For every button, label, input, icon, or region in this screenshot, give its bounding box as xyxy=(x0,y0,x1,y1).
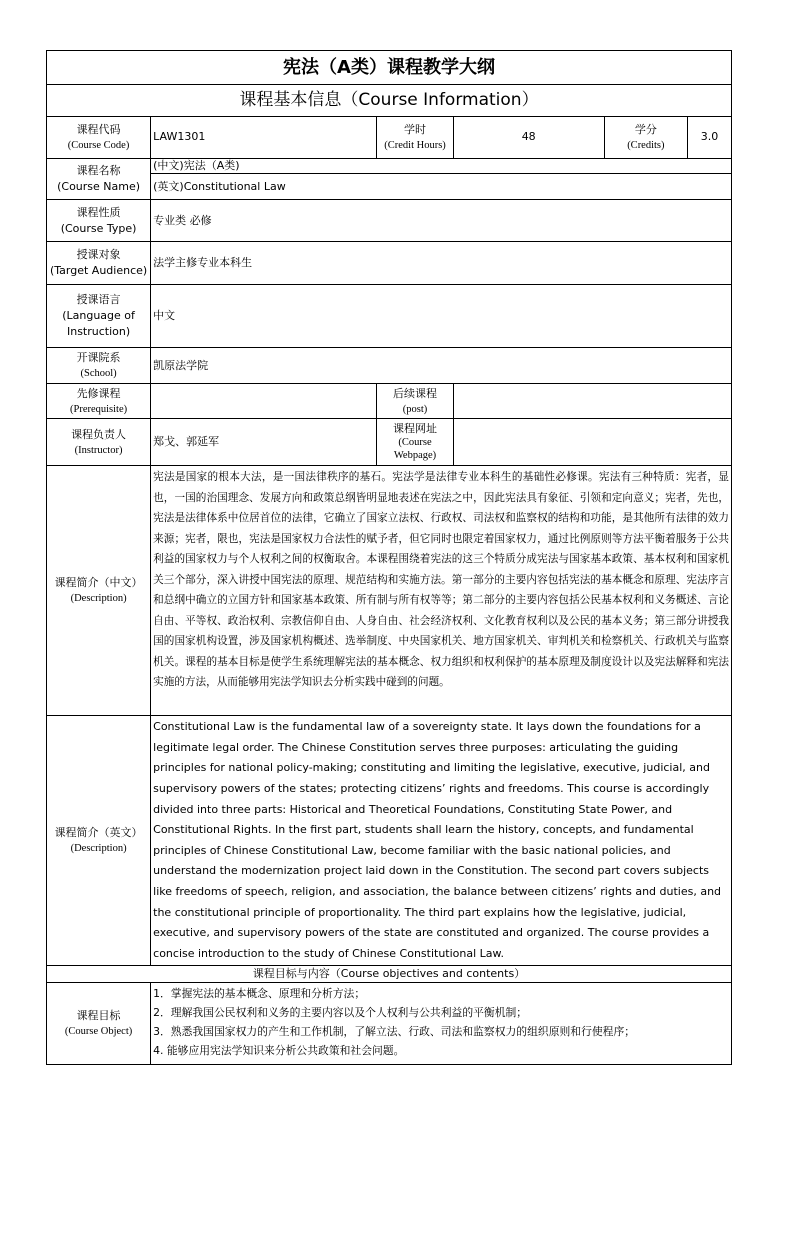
credits-label xyxy=(604,117,687,159)
course-name-label-en: (Course Name) xyxy=(57,180,141,194)
course-object-list xyxy=(151,983,732,1065)
target-audience-label-cn: 授课对象 xyxy=(76,248,121,262)
description-cn-label-en: (Description) xyxy=(70,593,127,605)
page-title: 宪法（A类）课程教学大纲 xyxy=(47,51,732,85)
course-code-label-en: (Course Code) xyxy=(67,139,130,151)
course-object-label-en: (Course Object) xyxy=(64,1026,133,1038)
description-en-label xyxy=(47,716,151,966)
description-cn-text: 宪法是国家的根本大法，是一国法律秩序的基石。宪法学是法律专业本科生的基础性必修课。宪法有三种特质：宪者，显也，一国的治国理念、发展方向和政策总纲皆明显地表述在宪法之中，因此宪法具有象征、引领和定向意义；宪者，先也，宪法是法律体系中位居首位的法律，它确立了国家立法权、行政权、司法权和监察权的结构和功能，是其他所有法律的效力来源；宪者，限也，宪法是国家权力合法性的赋予者，但它同时也限定着国家权力，通过比例原则等方法平衡着服务于公共利益的国家权力与个人权利之间的权衡取舍。本课程围绕着宪法的这三个特质分成宪法与国家基本政策、基本权利和国家机关三个部分，深入讲授中国宪法的原理、规范结构和实施方法。第一部分的主要内容包括宪法的基本概念和原理、宪法序言和总纲中确立的立国方针和国家基本政策、所有制与所有权等等；第二部分的主要内容包括公民基本权利和义务概述、言论自由、平等权、政治权利、宗教信仰自由、人身自由、社会经济权利、文化教育权利以及公民的基本义务；第三部分讲授我国的国家机构设置，涉及国家机构概述、选举制度、中央国家机关、地方国家机关、审判机关和检察机关、行政机关与监察机关。课程的基本目标是使学生系统理解宪法的基本概念、权力组织和权利保护的基本原理及制度设计以及宪法解释和宪法实施的方法，从而能够用宪法学知识去分析实践中碰到的问题。 xyxy=(151,466,732,716)
course-name-en: (英文)Constitutional Law xyxy=(151,174,732,200)
course-name-label xyxy=(47,159,151,200)
language-label xyxy=(47,285,151,348)
course-object-label-cn: 课程目标 xyxy=(76,1009,121,1023)
syllabus-sheet xyxy=(46,50,732,1065)
language-label-en-1: (Language of xyxy=(62,309,135,323)
prerequisite-value xyxy=(151,384,377,419)
course-type-label-cn: 课程性质 xyxy=(76,205,121,219)
school-label-cn: 开课院系 xyxy=(76,351,121,365)
credit-hours-value: 48 xyxy=(453,117,604,159)
language-label-cn: 授课语言 xyxy=(76,293,121,307)
post-course-label-cn: 后续课程 xyxy=(393,386,438,400)
credit-hours-label xyxy=(377,117,453,159)
language-label-en-2: Instruction) xyxy=(66,325,131,339)
course-type-label-en: (Course Type) xyxy=(60,221,137,235)
course-code-label-cn: 课程代码 xyxy=(76,122,121,136)
instructor-label-cn: 课程负责人 xyxy=(71,427,127,441)
school-label-en: (School) xyxy=(80,368,117,380)
credits-value: 3.0 xyxy=(687,117,731,159)
post-course-value xyxy=(453,384,731,419)
course-name-cn: (中文)宪法（A类) xyxy=(151,159,732,174)
prerequisite-label xyxy=(47,384,151,419)
post-course-label-en: (post) xyxy=(402,403,428,415)
prerequisite-label-cn: 先修课程 xyxy=(76,386,121,400)
webpage-value xyxy=(453,419,731,466)
course-code-value: LAW1301 xyxy=(151,117,377,159)
section-title-objectives: 课程目标与内容（Course objectives and contents） xyxy=(47,966,732,983)
target-audience-label-en: (Target Audience) xyxy=(49,264,148,278)
description-en-label-cn: 课程简介（英文） xyxy=(54,826,143,840)
syllabus-table xyxy=(46,50,732,1065)
credits-label-cn: 学分 xyxy=(634,122,657,136)
credits-label-en: (Credits) xyxy=(627,139,665,151)
list-item: 4. 能够应用宪法学知识来分析公共政策和社会问题。 xyxy=(153,1044,405,1058)
course-code-label xyxy=(47,117,151,159)
description-cn-label-cn: 课程简介（中文） xyxy=(54,576,143,590)
school-value: 凯原法学院 xyxy=(151,348,732,384)
post-course-label xyxy=(377,384,453,419)
course-object-label xyxy=(47,983,151,1065)
list-item: 2．理解我国公民权利和义务的主要内容以及个人权利与公共利益的平衡机制； xyxy=(153,1006,528,1020)
school-label xyxy=(47,348,151,384)
instructor-label xyxy=(47,419,151,466)
course-name-label-cn: 课程名称 xyxy=(76,164,121,178)
target-audience-value: 法学主修专业本科生 xyxy=(151,242,732,285)
credit-hours-label-en: (Credit Hours) xyxy=(384,139,446,151)
credit-hours-label-cn: 学时 xyxy=(404,122,427,136)
list-item: 1．掌握宪法的基本概念、原理和分析方法； xyxy=(153,987,366,1001)
prerequisite-label-en: (Prerequisite) xyxy=(69,403,128,415)
course-type-label xyxy=(47,200,151,242)
webpage-label xyxy=(377,419,453,466)
description-en-text: Constitutional Law is the fundamental law of a sovereignty state. It lays down the foundations for a legitimate legal order. The Chinese Constitution serves three purposes: articulating the guiding principles for national policy-making; constituting and limiting the legislative, executive, judicial, and supervisory powers of the states; protecting citizens’ rights and freedoms. This course is accordingly divided into three parts: Historical and Theoretical Foundations, Constituting State Power, and Constitutional Rights. In the first part, students shall learn the history, concepts, and fundamental principles of Chinese Constitutional Law, become familiar with the basic national policies, and understand the modernization project laid down in the Constitution. The second part covers subjects like freedoms of speech, religion, and association, the balance between citizens’ rights and duties, and the constitutional principle of proportionality. The third part explains how the legislative, judicial, executive, and supervisory powers of the state are constituted and organized. The course provides a concise introduction to the study of Chinese Constitutional Law. xyxy=(151,716,732,966)
description-en-label-en: (Description) xyxy=(70,843,127,855)
language-value: 中文 xyxy=(151,285,732,348)
description-cn-label xyxy=(47,466,151,716)
instructor-label-en: (Instructor) xyxy=(74,444,123,456)
webpage-label-cn: 课程网址 xyxy=(393,422,438,436)
webpage-label-en-2: Webpage) xyxy=(393,450,437,462)
section-title-course-info: 课程基本信息（Course Information） xyxy=(47,85,732,117)
webpage-label-en-1: (Course xyxy=(398,437,432,449)
target-audience-label xyxy=(47,242,151,285)
instructor-value: 郑戈、郭延军 xyxy=(151,419,377,466)
list-item: 3．熟悉我国国家权力的产生和工作机制，了解立法、行政、司法和监察权力的组织原则和行使程序； xyxy=(153,1025,636,1039)
course-type-value: 专业类 必修 xyxy=(151,200,732,242)
